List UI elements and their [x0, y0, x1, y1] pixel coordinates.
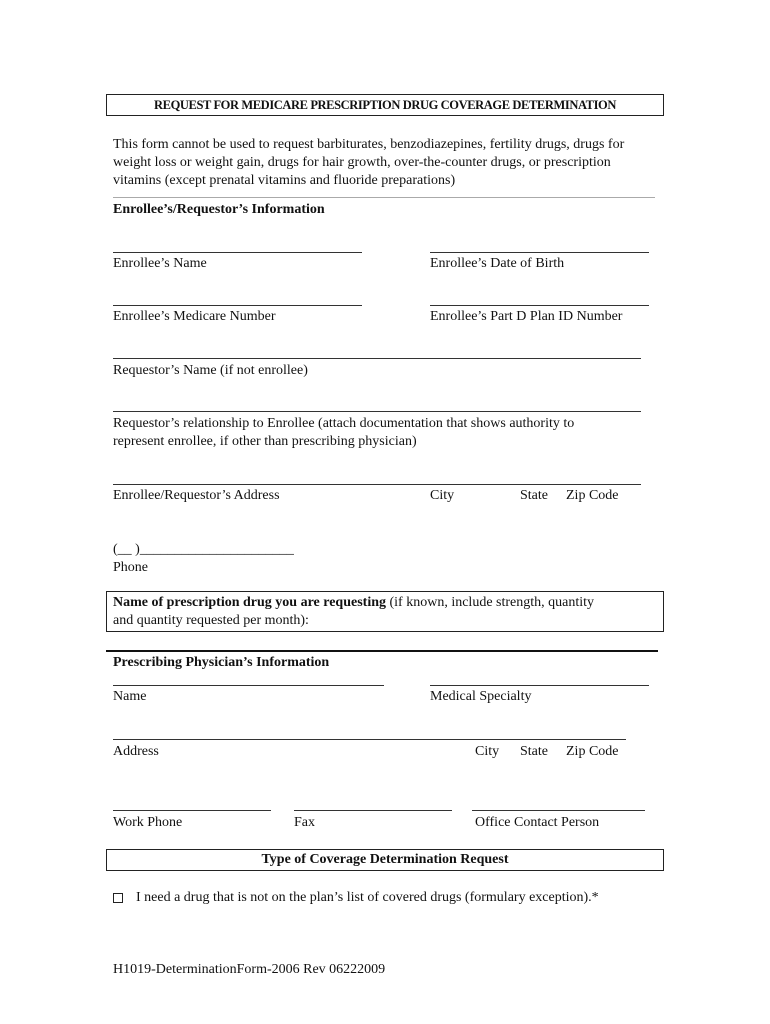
enrollee-section-heading: Enrollee’s/Requestor’s Information — [113, 202, 325, 217]
enrollee-name-field[interactable] — [113, 252, 362, 253]
formulary-exception-checkbox[interactable] — [113, 893, 123, 903]
drug-request-label — [113, 595, 594, 611]
drug-request-label-bold: Name of prescription drug you are requesting — [113, 595, 386, 610]
address-label: Enrollee/Requestor’s Address — [113, 488, 280, 503]
city-label: City — [430, 488, 455, 503]
section-divider — [113, 197, 655, 198]
office-contact-field[interactable] — [472, 810, 645, 811]
work-phone-label: Work Phone — [113, 815, 183, 830]
plan-id-field[interactable] — [430, 305, 649, 306]
requestor-name-label: Requestor’s Name (if not enrollee) — [113, 363, 308, 378]
requestor-name-field[interactable] — [113, 358, 641, 359]
physician-city-label: City — [475, 744, 500, 759]
phone-label: Phone — [113, 560, 148, 575]
address-field[interactable] — [113, 484, 641, 485]
dob-field[interactable] — [430, 252, 649, 253]
drug-request-box[interactable] — [106, 591, 664, 632]
dob-label: Enrollee’s Date of Birth — [430, 256, 565, 271]
formulary-exception-label: I need a drug that is not on the plan’s list of covered drugs (formulary exception).* — [136, 890, 599, 905]
drug-request-label-line2: and quantity requested per month): — [113, 613, 309, 628]
intro-text: This form cannot be used to request barbiturates, benzodiazepines, fertility drugs, drugs for weight loss or weight gain, drugs for hair growth, over-the-counter drugs, or prescription vitamins (except prenatal vitamins and fluoride preparations) — [113, 137, 625, 188]
state-label: State — [520, 488, 548, 503]
form-title: REQUEST FOR MEDICARE PRESCRIPTION DRUG COVERAGE DETERMINATION — [106, 94, 664, 116]
physician-section-heading: Prescribing Physician’s Information — [113, 655, 330, 670]
phone-field[interactable]: (__ )______________________ — [113, 542, 294, 557]
zip-label: Zip Code — [566, 488, 619, 503]
specialty-field[interactable] — [430, 685, 649, 686]
drug-request-label-rest: (if known, include strength, quantity — [386, 595, 595, 610]
fax-field[interactable] — [294, 810, 452, 811]
relationship-label-line2: represent enrollee, if other than prescribing physician) — [113, 434, 417, 449]
medicare-number-label: Enrollee’s Medicare Number — [113, 309, 276, 324]
relationship-label-line1: Requestor’s relationship to Enrollee (attach documentation that shows authority to — [113, 416, 575, 431]
plan-id-label: Enrollee’s Part D Plan ID Number — [430, 309, 623, 324]
fax-label: Fax — [294, 815, 315, 830]
physician-name-label: Name — [113, 689, 147, 704]
coverage-heading-box — [106, 849, 664, 871]
specialty-label: Medical Specialty — [430, 689, 532, 704]
office-contact-label: Office Contact Person — [475, 815, 600, 830]
physician-name-field[interactable] — [113, 685, 384, 686]
work-phone-field[interactable] — [113, 810, 271, 811]
physician-section-divider — [106, 650, 658, 652]
enrollee-name-label: Enrollee’s Name — [113, 256, 207, 271]
physician-address-label: Address — [113, 744, 159, 759]
medicare-number-field[interactable] — [113, 305, 362, 306]
physician-address-field[interactable] — [113, 739, 626, 740]
physician-zip-label: Zip Code — [566, 744, 619, 759]
physician-state-label: State — [520, 744, 548, 759]
relationship-field[interactable] — [113, 411, 641, 412]
form-id-footer: H1019-DeterminationForm-2006 Rev 06222009 — [113, 962, 386, 977]
coverage-heading: Type of Coverage Determination Request — [261, 852, 509, 867]
